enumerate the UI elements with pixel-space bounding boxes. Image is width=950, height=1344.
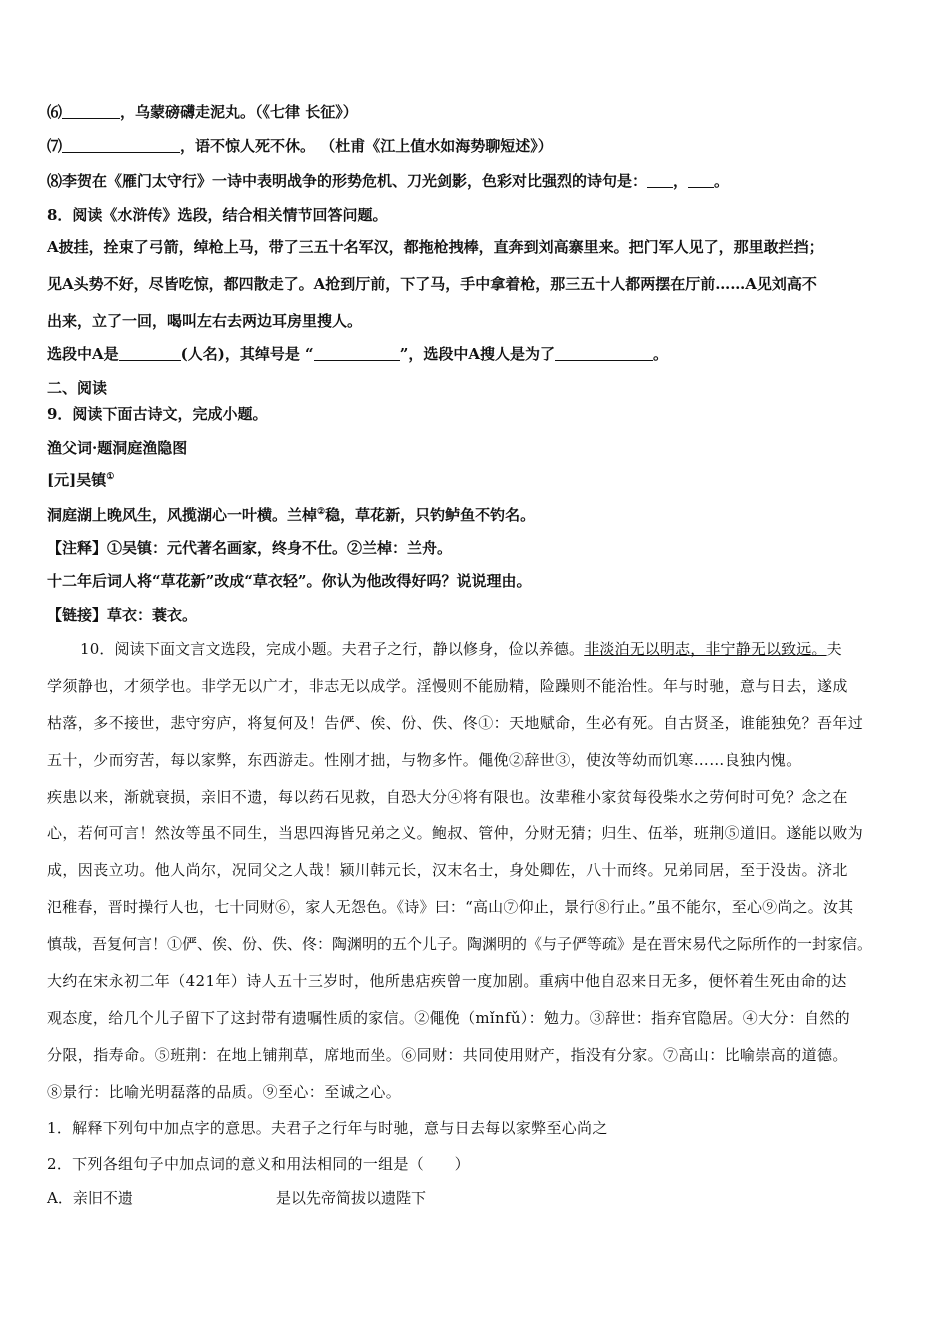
question-8-ask [47,343,668,365]
ask-part-3: ”，选段中A搜人是为了 [399,345,555,363]
question-10-line-3: 枯落，多不接世，悲守穷庐，将复何及！告俨、俟、份、佚、佟①：天地赋命，生必有死。自古贤圣，谁能独免？吾年过 [47,714,864,732]
question-7-text: ，语不惊人死不休。 （杜甫《江上值水如海势聊短述》） [180,137,553,155]
poem-title: 渔父词·题洞庭渔隐图 [47,439,188,457]
answer-blank-nickname[interactable] [314,344,400,361]
question-10-line-1 [80,638,842,660]
answer-blank[interactable] [62,102,120,119]
question-10-line-7: 成，因丧立功。他人尚尔，况同父之人哉！颍川韩元长，汉末名士，身处卿佐，八十而终。兄弟同居，至于没齿。济北 [47,861,848,879]
question-10-line-11: 观态度，给几个儿子留下了这封带有遗嘱性质的家信。②僶俛（mǐnfǔ）：勉力。③辞世：指弃官隐居。④大分：自然的 [47,1009,850,1027]
poem-author [47,469,114,491]
question-8-passage-line-2: 见A头势不好，尽皆吃惊，都四散走了。A抢到厅前，下了马，手中拿着枪，那三五十人都两摆在厅前……A见刘高不 [47,275,817,293]
question-8-poem [47,170,729,192]
verse-part-2: 稳，草花新，只钓鲈鱼不钓名。 [325,506,536,524]
ask-part-2: (人名)，其绰号是 “ [180,345,314,363]
poem-notes: 【注释】①吴镇：元代著名画家，终身不仕。②兰棹：兰舟。 [47,539,453,557]
sub-question-2: 2．下列各组句子中加点词的意义和用法相同的一组是（ ） [47,1155,470,1173]
section-reading-heading: 二、阅读 [47,379,108,397]
option-a-left: A．亲旧不遗 [47,1189,133,1207]
author-name: [元]吴镇 [47,471,107,489]
question-6-text: ，乌蒙磅礴走泥丸。（《七律 长征》） [120,103,358,121]
ask-part-4: 。 [652,345,668,363]
footnote-mark: ① [106,472,115,482]
question-6-number: ⑹ [47,103,63,121]
period: 。 [714,172,730,190]
question-10-line-5: 疾患以来，渐就衰损，亲旧不遗，每以药石见救，自恐大分④将有限也。汝辈稚小家贫每役柴水之劳何时可免？念之在 [47,788,848,806]
question-8-poem-text: ⑻李贺在《雁门太守行》一诗中表明战争的形势危机、刀光剑影，色彩对比强烈的诗句是： [47,172,648,190]
text: 10．阅读下面文言文选段，完成小题。夫君子之行，静以修身，俭以养德。 [80,640,585,658]
answer-blank[interactable] [647,171,673,188]
question-8-passage-line-1: A披挂，拴束了弓箭，绰枪上马，带了三五十名军汉，都拖枪拽棒，直奔到刘高寨里来。把门军人见了，那里敢拦挡； [47,238,824,256]
answer-blank[interactable] [688,171,714,188]
question-8-passage-line-3: 出来，立了一回，喝叫左右去两边耳房里搜人。 [47,312,363,330]
sub-question-1: 1．解释下列句中加点字的意思。夫君子之行年与时驰，意与日去每以家弊至心尚之 [47,1119,608,1137]
question-10-line-12: 分限，指寿命。⑤班荆：在地上铺荆草，席地而坐。⑥同财：共同使用财产，指没有分家。⑦高山：比喻崇高的道德。 [47,1046,848,1064]
question-10-line-2: 学须静也，才须学也。非学无以广才，非志无以成学。淫慢则不能励精，险躁则不能治性。年与时驰，意与日去，遂成 [47,677,848,695]
verse-part-1: 洞庭湖上晚风生，风揽湖心一叶横。兰棹 [47,506,318,524]
ask-part-1: 选段中A是 [47,345,119,363]
question-8-title: 8．阅读《水浒传》选段，结合相关情节回答问题。 [47,206,388,224]
underlined-sentence: 非淡泊无以明志，非宁静无以致远。 [584,640,827,658]
answer-blank[interactable] [62,136,180,153]
text: 夫 [826,640,842,658]
question-9-prompt: 十二年后词人将“草花新”改成“草衣轻”。你认为他改得好吗？说说理由。 [47,572,532,590]
question-10-line-10: 大约在宋永初二年（421年）诗人五十三岁时，他所患痁疾曾一度加剧。重病中他自忍来日无多，便怀着生死由命的达 [47,972,847,990]
poem-link-note: 【链接】草衣：蓑衣。 [47,606,198,624]
question-10-line-6: 心，若何可言！然汝等虽不同生，当思四海皆兄弟之义。鲍叔、管仲，分财无猜；归生、伍举，班荆⑤道旧。遂能以败为 [47,824,864,842]
answer-blank-purpose[interactable] [555,344,653,361]
question-10-line-8: 氾稚春，晋时操行人也，七十同财⑥，家人无怨色。《诗》曰：“高山⑦仰止，景行⑧行止。”虽不能尔，至心⑨尚之。汝其 [47,898,854,916]
question-6 [47,101,358,123]
option-a[interactable] [47,1187,133,1209]
separator: ， [673,172,689,190]
footnote-mark: ② [317,507,326,517]
question-7 [47,135,553,157]
question-7-number: ⑺ [47,137,63,155]
answer-blank-name[interactable] [119,344,181,361]
question-10-line-4: 五十，少而穷苦，每以家弊，东西游走。性刚才拙，与物多忤。僶俛②辞世③，使汝等幼而饥寒……良独内愧。 [47,751,802,769]
poem-verse [47,504,535,526]
question-10-line-13: ⑧景行：比喻光明磊落的品质。⑨至心：至诚之心。 [47,1083,402,1101]
question-9-title: 9．阅读下面古诗文，完成小题。 [47,405,268,423]
question-10-line-9: 慎哉，吾复何言！①俨、俟、份、佚、佟：陶渊明的五个儿子。陶渊明的《与子俨等疏》是在晋宋易代之际所作的一封家信。 [47,935,873,953]
option-a-right: 是以先帝简拔以遗陛下 [276,1189,427,1207]
